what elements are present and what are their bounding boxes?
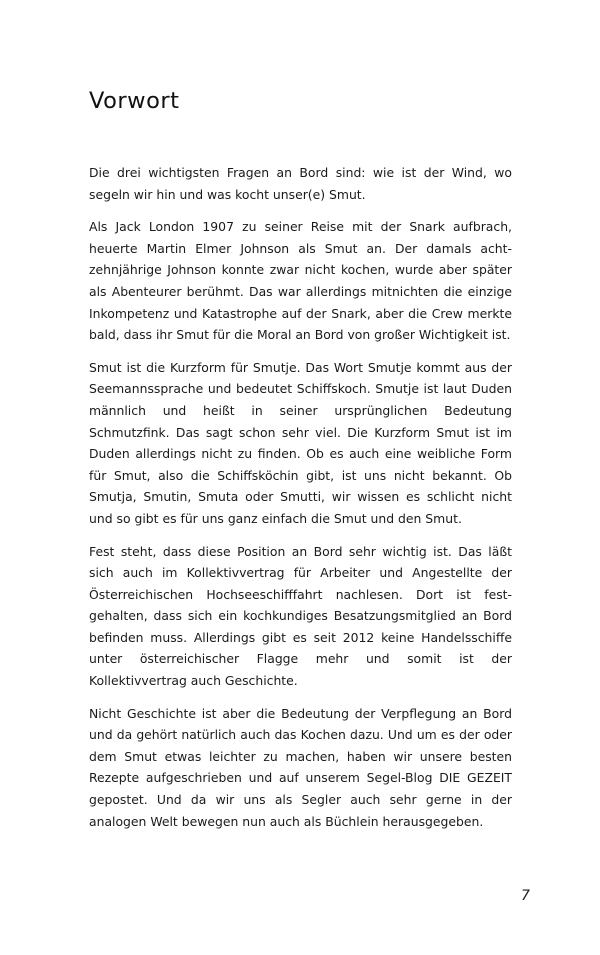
page-number: 7 <box>521 888 530 904</box>
chapter-title: Vorwort <box>89 88 180 114</box>
chapter-body <box>89 162 512 843</box>
paragraph-4: Fest steht, dass diese Position an Bord sehr wichtig ist. Das läßt sich auch im Kollektivvertrag für Arbeiter und Angestellte der Österreichischen Hochseeschifffahrt nachlesen. Dort ist festgehalten, dass sich ein kochkundiges Besatzungsmitglied an Bord befinden muss. Allerdings gibt es seit 2012 keine Handelsschiffe unter österreichischer Flagge mehr und somit ist der Kollektivvertrag auch Geschichte. <box>89 543 512 689</box>
paragraph-3: Smut ist die Kurzform für Smutje. Das Wort Smutje kommt aus der Seemannssprache und bedeutet Schiffskoch. Smutje ist laut Duden männlich und heißt in seiner ursprünglichen Bedeutung Schmutzfink. Das sagt schon sehr viel. Die Kurzform Smut ist im Duden allerdings nicht zu finden. Ob es auch eine weibliche Form für Smut, also die Schiffsköchin gibt, ist uns nicht bekannt. Ob Smutja, Smutin, Smuta oder Smutti, wir wissen es schlicht nicht und so gibt es für uns ganz einfach die Smut und den Smut. <box>89 359 512 526</box>
paragraph-1: Die drei wichtigsten Fragen an Bord sind: wie ist der Wind, wo segeln wir hin und was kocht unser(e) Smut. <box>89 165 512 202</box>
paragraph-2: Als Jack London 1907 zu seiner Reise mit der Snark aufbrach, heuerte Martin Elmer Johnson als Smut an. Der damals achtzehnjährige Johnson konnte zwar nicht kochen, wurde aber später als Abenteurer berühmt. Das war allerdings mitnichten die einzige Inkompetenz und Katastrophe auf der Snark, aber die Crew merkte bald, dass ihr Smut für die Moral an Bord von großer Wichtigkeit ist. <box>89 219 512 343</box>
paragraph-5: Nicht Geschichte ist aber die Bedeutung der Verpflegung an Bord und da gehört natürlich auch das Kochen dazu. Und um es der oder dem Smut etwas leichter zu machen, haben wir unsere besten Rezepte aufgeschrieben und auf unserem Segel-Blog DIE GEZEIT gepostet. Und da wir uns als Segler auch sehr gerne in der analogen Welt bewegen nun auch als Büchlein herausgegeben. <box>89 705 512 829</box>
